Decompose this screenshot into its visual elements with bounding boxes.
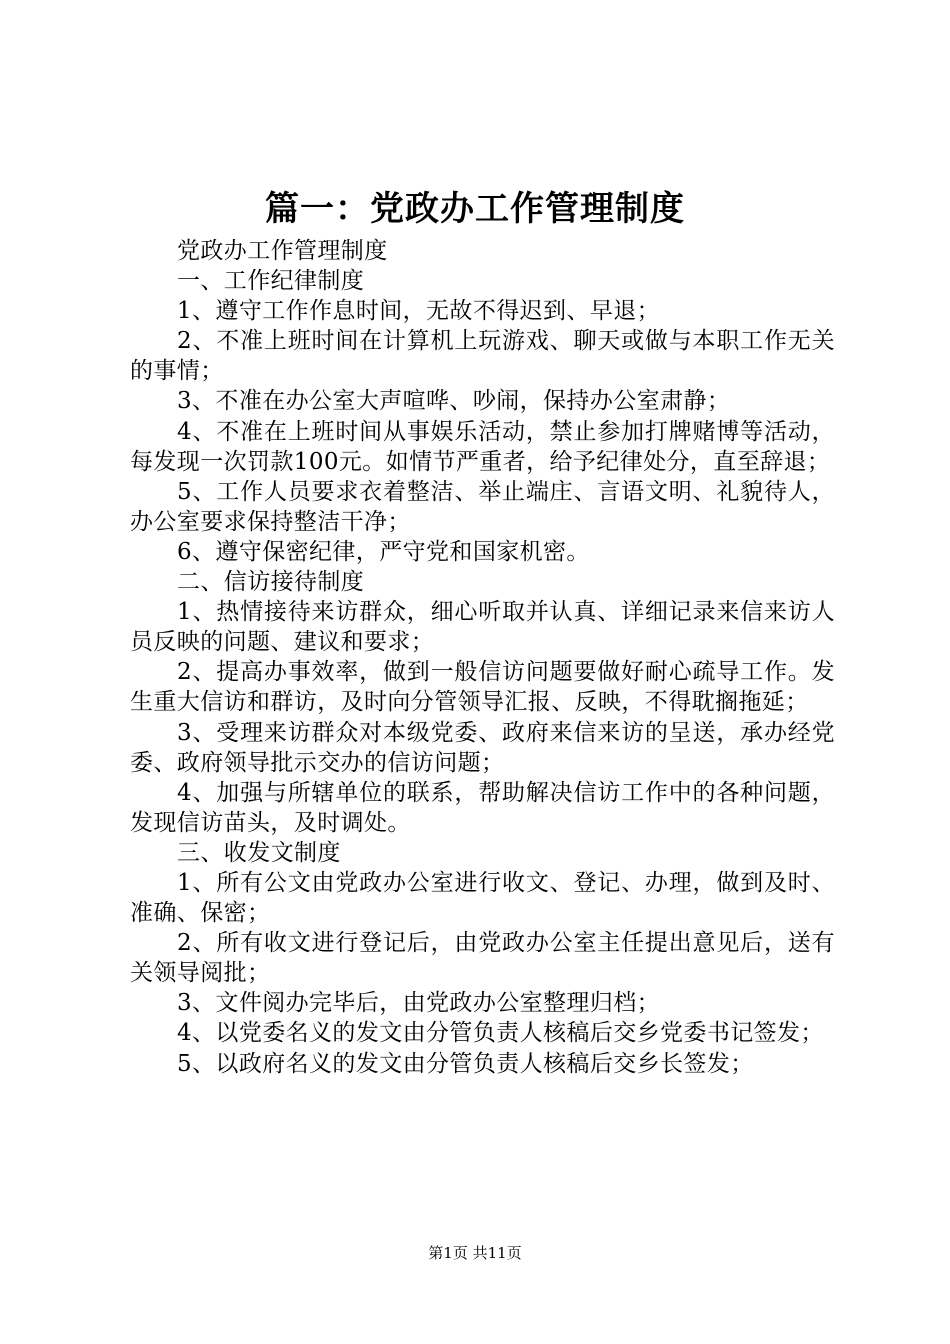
paragraph: 4、不准在上班时间从事娱乐活动，禁止参加打牌赌博等活动，每发现一次罚款100元。如情节严重者，给予纪律处分，直至辞退； bbox=[130, 418, 835, 475]
section-heading: 三、收发文制度 bbox=[177, 839, 341, 866]
paragraph: 1、所有公文由党政办公室进行收文、登记、办理，做到及时、准确、保密； bbox=[130, 869, 835, 927]
paragraph: 2、提高办事效率，做到一般信访问题要做好耐心疏导工作。发生重大信访和群访，及时向分管领导汇报、反映，不得耽搁拖延； bbox=[130, 659, 835, 716]
paragraph: 3、文件阅办完毕后，由党政办公室整理归档； bbox=[177, 990, 661, 1017]
paragraph: 2、不准上班时间在计算机上玩游戏、聊天或做与本职工作无关的事情； bbox=[130, 328, 835, 385]
paragraph: 6、遵守保密纪律，严守党和国家机密。 bbox=[177, 538, 590, 565]
paragraph: 2、所有收文进行登记后，由党政办公室主任提出意见后，送有关领导阅批； bbox=[130, 930, 835, 987]
section-heading: 二、信访接待制度 bbox=[177, 569, 365, 596]
paragraph: 1、热情接待来访群众，细心听取并认真、详细记录来信来访人员反映的问题、建议和要求； bbox=[130, 599, 835, 656]
paragraph: 4、加强与所辖单位的联系，帮助解决信访工作中的各种问题，发现信访苗头，及时调处。 bbox=[130, 779, 835, 836]
paragraph: 3、受理来访群众对本级党委、政府来信来访的呈送，承办经党委、政府领导批示交办的信访问题； bbox=[130, 719, 835, 776]
document-body bbox=[130, 236, 835, 1079]
paragraph: 1、遵守工作作息时间，无故不得迟到、早退； bbox=[177, 298, 661, 325]
page-number-footer: 第1页 共11页 bbox=[428, 1244, 522, 1262]
section-heading: 一、工作纪律制度 bbox=[177, 268, 365, 295]
paragraph: 3、不准在办公室大声喧哗、吵闹，保持办公室肃静； bbox=[177, 388, 731, 415]
document-title: 篇一：党政办工作管理制度 bbox=[265, 189, 685, 229]
paragraph: 党政办工作管理制度 bbox=[177, 238, 388, 264]
paragraph: 5、工作人员要求衣着整洁、举止端庄、言语文明、礼貌待人，办公室要求保持整洁干净； bbox=[130, 478, 835, 535]
paragraph: 4、以党委名义的发文由分管负责人核稿后交乡党委书记签发； bbox=[177, 1020, 824, 1047]
paragraph: 5、以政府名义的发文由分管负责人核稿后交乡长签发； bbox=[177, 1050, 754, 1077]
